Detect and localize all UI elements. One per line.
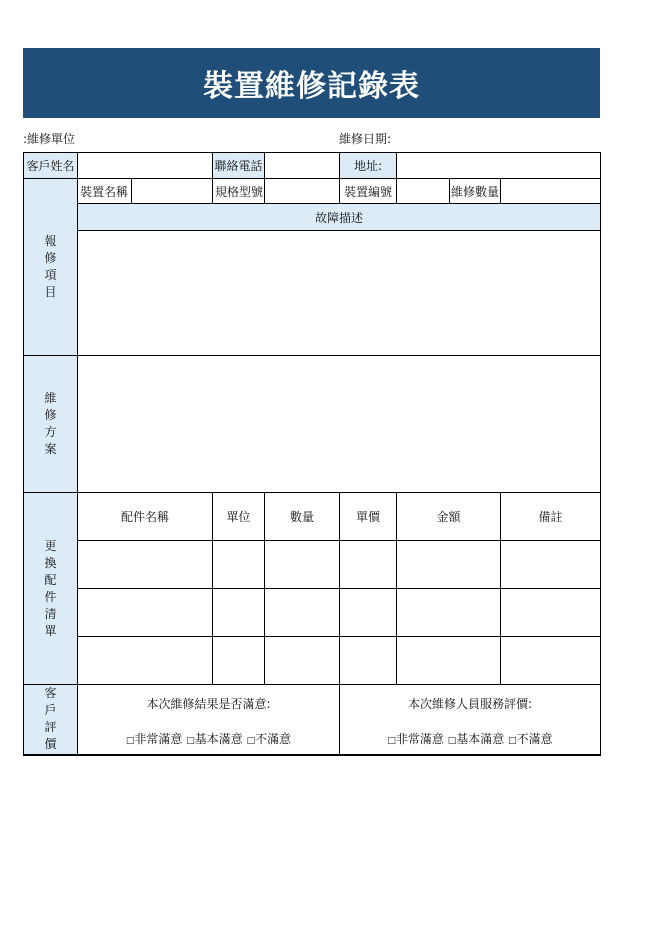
option-label: 非常滿意 (134, 732, 183, 746)
option-label: 非常滿意 (395, 732, 444, 746)
customer-name-field[interactable] (78, 153, 213, 179)
option-label: 不滿意 (255, 732, 292, 746)
staff-service-question: 本次維修人員服務評價: (407, 697, 533, 711)
form-title: 裝置維修記錄表 (23, 48, 600, 118)
option-satisfied[interactable] (448, 732, 505, 746)
parts-cell[interactable] (501, 541, 601, 589)
device-info-row (24, 179, 601, 204)
device-name-field[interactable] (132, 179, 213, 204)
fault-desc-field[interactable] (78, 231, 601, 356)
contact-phone-label: 聯絡電話 (213, 153, 265, 179)
parts-label: 更換配件清單 (44, 538, 57, 638)
parts-header-row (24, 493, 601, 541)
repair-items-section (24, 179, 78, 356)
option-unsatisfied[interactable] (508, 732, 553, 746)
repair-plan-label: 維修方案 (44, 391, 57, 456)
checkbox-icon[interactable]: □ (508, 736, 517, 746)
parts-cell[interactable] (78, 541, 213, 589)
address-label: 地址: (340, 153, 397, 179)
parts-cell[interactable] (78, 637, 213, 685)
repair-items-label: 報修項目 (44, 234, 57, 299)
staff-service-evaluation (340, 685, 601, 755)
evaluation-label: 客戶評價 (44, 686, 57, 752)
device-name-label: 裝置名稱 (78, 179, 132, 204)
checkbox-icon[interactable]: □ (125, 736, 135, 746)
parts-cell[interactable] (501, 637, 601, 685)
repair-date-label: 維修日期: (339, 132, 392, 146)
option-label: 基本滿意 (456, 732, 505, 746)
parts-cell[interactable] (213, 589, 265, 637)
repair-plan-field[interactable] (78, 356, 601, 493)
checkbox-icon[interactable]: □ (447, 736, 457, 746)
repair-result-evaluation (78, 685, 340, 755)
repair-unit-label (23, 130, 143, 147)
staff-service-options (340, 730, 600, 747)
repair-record-form (23, 152, 601, 756)
evaluation-section (24, 685, 78, 755)
repair-unit-label-text: 維修單位: (23, 132, 76, 146)
parts-row (24, 541, 601, 589)
option-satisfied[interactable] (186, 732, 243, 746)
evaluation-row (24, 685, 601, 755)
spec-model-label: 規格型號 (213, 179, 265, 204)
parts-header-remarks: 備註 (501, 493, 601, 541)
repair-plan-row (24, 356, 601, 493)
fault-desc-row (24, 231, 601, 356)
parts-cell[interactable] (340, 541, 397, 589)
customer-name-label: 客戶姓名 (24, 153, 78, 179)
option-unsatisfied[interactable] (247, 732, 292, 746)
parts-cell[interactable] (213, 637, 265, 685)
parts-cell[interactable] (265, 637, 340, 685)
parts-header-amount: 金額 (397, 493, 501, 541)
option-label: 不滿意 (516, 732, 553, 746)
customer-info-row (24, 153, 601, 179)
parts-cell[interactable] (78, 589, 213, 637)
parts-cell[interactable] (265, 541, 340, 589)
parts-cell[interactable] (501, 589, 601, 637)
parts-header-price: 單價 (340, 493, 397, 541)
parts-row (24, 637, 601, 685)
checkbox-icon[interactable]: □ (387, 736, 396, 746)
parts-header-qty: 數量 (265, 493, 340, 541)
contact-phone-field[interactable] (265, 153, 340, 179)
device-no-label: 裝置編號 (340, 179, 397, 204)
checkbox-icon[interactable]: □ (186, 736, 195, 746)
checkbox-icon[interactable]: □ (246, 736, 256, 746)
parts-row (24, 589, 601, 637)
device-no-field[interactable] (397, 179, 450, 204)
repair-qty-label: 維修數量 (450, 179, 501, 204)
parts-cell[interactable] (397, 589, 501, 637)
parts-cell[interactable] (340, 637, 397, 685)
repair-plan-section (24, 356, 78, 493)
parts-cell[interactable] (397, 637, 501, 685)
parts-section (24, 493, 78, 685)
repair-result-options (78, 730, 339, 747)
repair-qty-field[interactable] (501, 179, 601, 204)
parts-cell[interactable] (265, 589, 340, 637)
address-field[interactable] (397, 153, 601, 179)
parts-header-name: 配件名稱 (78, 493, 213, 541)
repair-result-question: 本次維修結果是否滿意: (146, 697, 271, 711)
option-label: 基本滿意 (194, 732, 243, 746)
parts-cell[interactable] (397, 541, 501, 589)
option-very-satisfied[interactable] (126, 732, 183, 746)
parts-cell[interactable] (213, 541, 265, 589)
option-very-satisfied[interactable] (387, 732, 444, 746)
fault-desc-label: 故障描述 (78, 204, 601, 231)
fault-desc-header-row (24, 204, 601, 231)
spec-model-field[interactable] (265, 179, 340, 204)
parts-cell[interactable] (340, 589, 397, 637)
parts-header-unit: 單位 (213, 493, 265, 541)
